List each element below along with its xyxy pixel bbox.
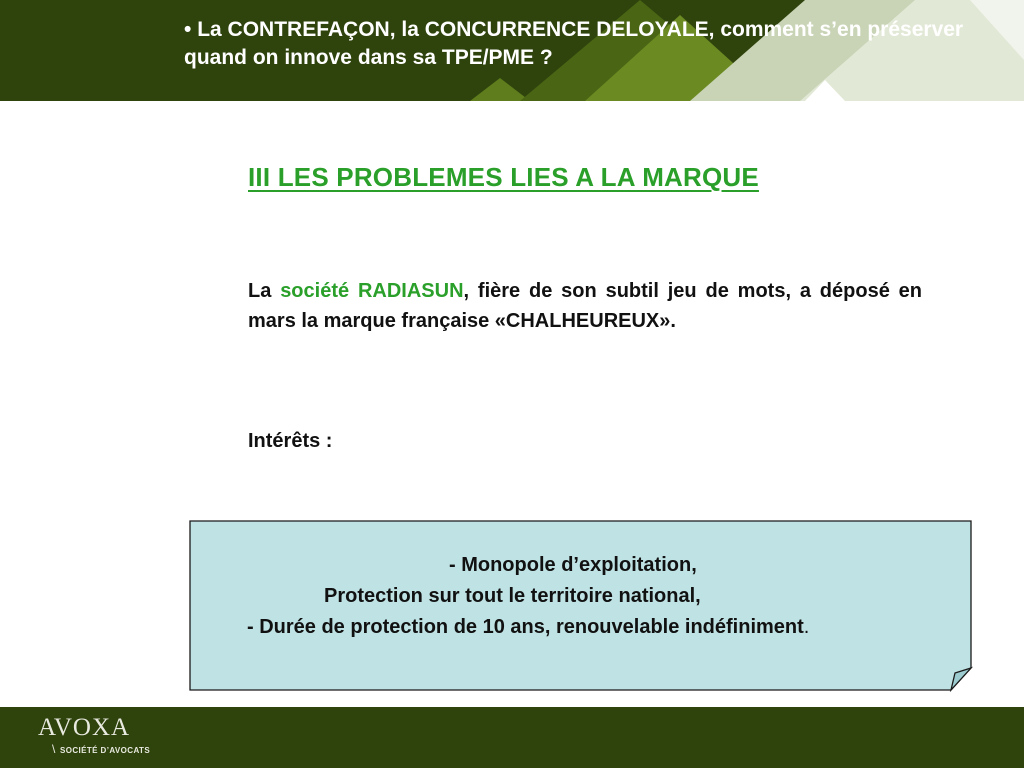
benefit-duree-period: .: [803, 616, 810, 638]
section-title: III LES PROBLEMES LIES A LA MARQUE: [248, 162, 759, 192]
header-title: [184, 16, 974, 72]
footer-bar: [0, 707, 1024, 768]
benefit-duree: [247, 616, 809, 639]
paragraph-part2: , fière de son subtil jeu de mots, a déposé en mars la marque française «CHALHEUREUX».: [248, 280, 922, 332]
paragraph-part1: La: [248, 280, 281, 302]
benefit-duree-text: - Durée de protection de 10 ans, renouvelable indéfiniment: [247, 616, 804, 638]
header-bullet: •: [184, 18, 192, 41]
paragraph-highlight: société RADIASUN: [280, 280, 464, 302]
header-banner: [0, 0, 1024, 101]
avoxa-logo: AVOXA: [38, 714, 131, 741]
header-title-text: La CONTREFAÇON, la CONCURRENCE DELOYALE, comment s’en préserver quand on innove dans sa TPE/PME ?: [184, 18, 964, 69]
interets-label: Intérêts :: [248, 430, 333, 452]
benefit-monopole: - Monopole d’exploitation,: [449, 554, 697, 576]
benefit-protection: Protection sur tout le territoire national,: [324, 585, 701, 607]
paragraph: [248, 276, 922, 336]
benefits-box: [189, 520, 975, 697]
logo-slash-icon: \: [52, 742, 56, 756]
logo-subtitle: SOCIÉTÉ D’AVOCATS: [60, 746, 151, 755]
